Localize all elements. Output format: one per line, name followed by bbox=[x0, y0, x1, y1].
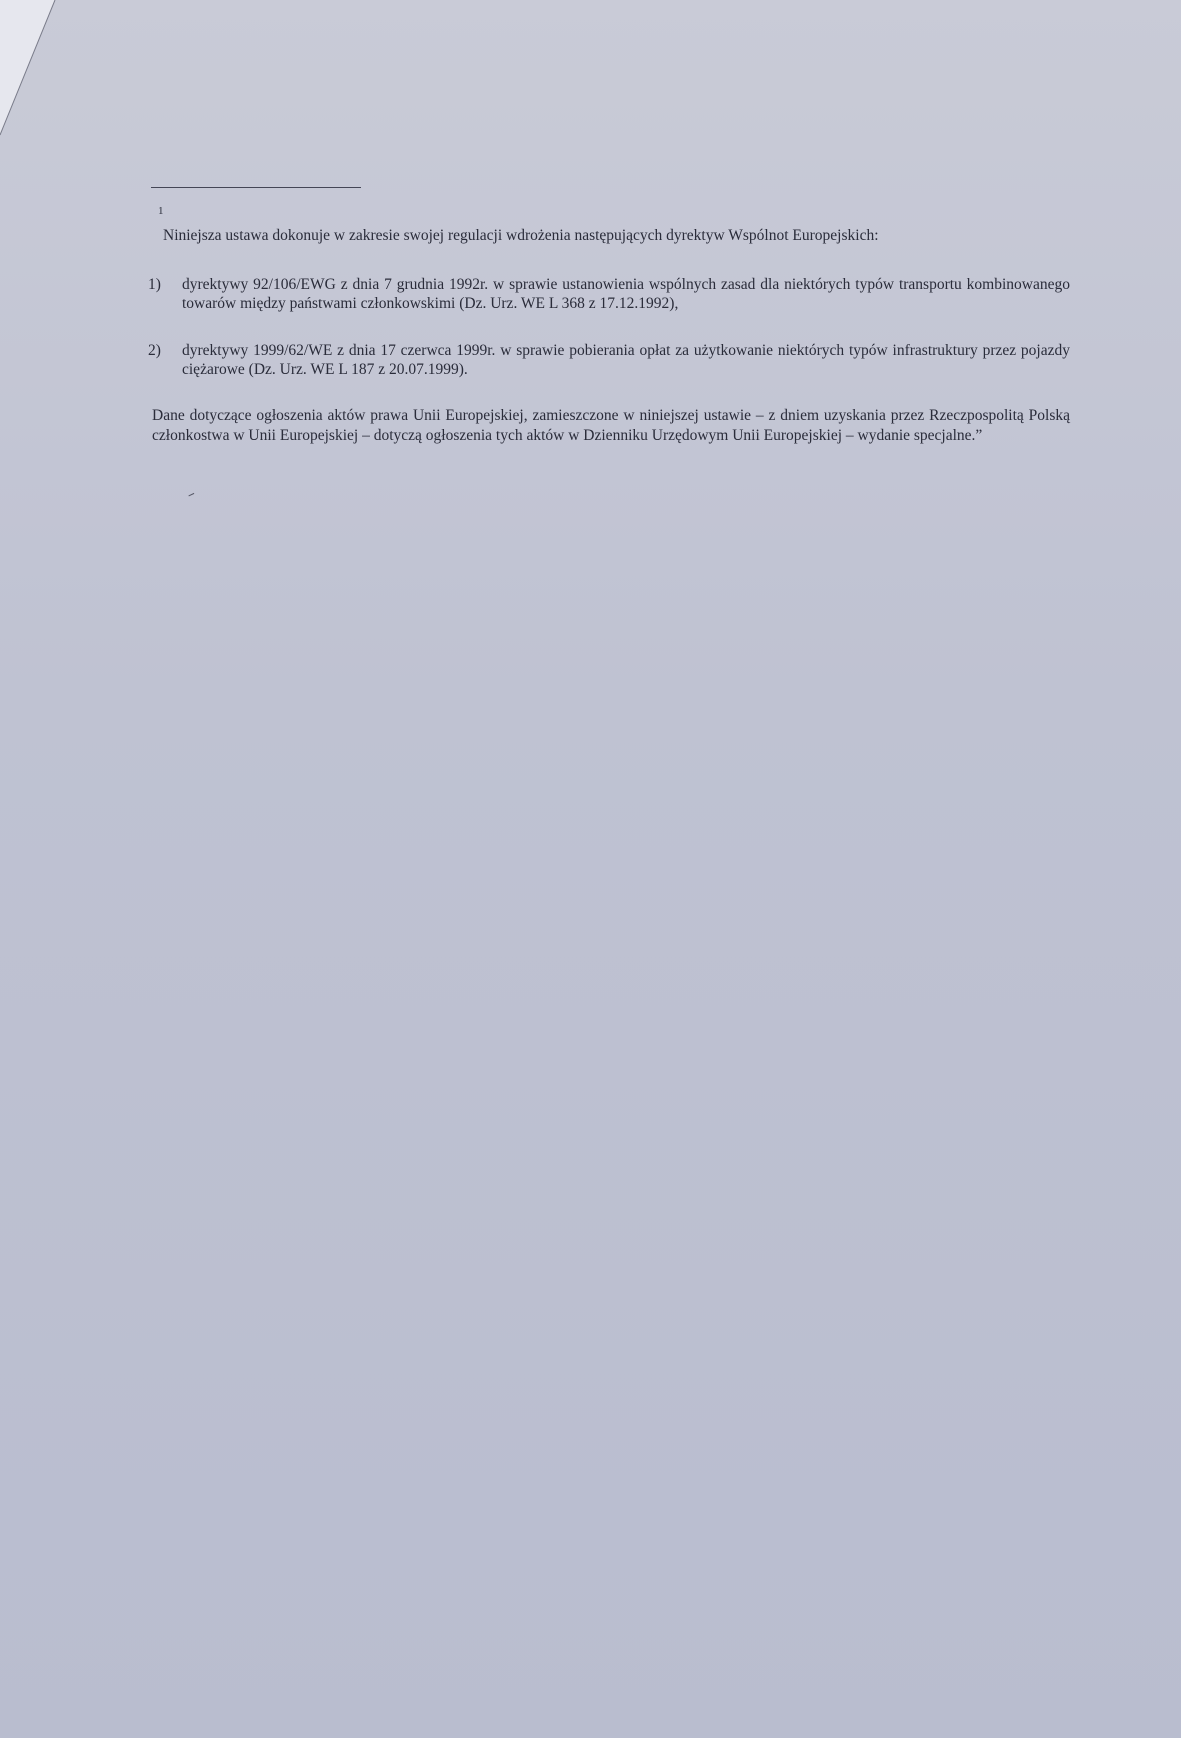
page-fold-corner bbox=[0, 0, 70, 140]
directive-item-text: dyrektywy 1999/62/WE z dnia 17 czerwca 1999r. w sprawie pobierania opłat za użytkowanie niektórych typów infrastruktury przez pojazdy ciężarowe (Dz. Urz. WE L 187 z 20.07.1999). bbox=[182, 342, 1070, 378]
footnote-number: 1 bbox=[158, 205, 164, 217]
footnote-intro: Niniejsza ustawa dokonuje w zakresie swojej regulacji wdrożenia następujących dyrektyw Wspólnot Europejskich: bbox=[163, 227, 879, 244]
scan-speck bbox=[188, 493, 195, 499]
directive-item-text: dyrektywy 92/106/EWG z dnia 7 grudnia 1992r. w sprawie ustanowienia wspólnych zasad dla niektórych typów transportu kombinowanego towarów między państwami członkowskimi (Dz. Urz. WE L 368 z 17.12.1992), bbox=[182, 276, 1070, 312]
footnote-separator-line bbox=[151, 187, 361, 188]
directive-item-number: 2) bbox=[148, 342, 161, 359]
directive-item-1 bbox=[148, 275, 1070, 313]
directive-item-number: 1) bbox=[148, 276, 161, 293]
footnote-closing-paragraph: Dane dotyczące ogłoszenia aktów prawa Unii Europejskiej, zamieszczone w niniejszej ustawie – z dniem uzyskania przez Rzeczpospolitą Polską członkostwa w Unii Europejskiej – dotyczą ogłoszenia tych aktów w Dzienniku Urzędowym Unii Europejskiej – wydanie specjalne.” bbox=[152, 407, 1070, 444]
directive-item-2 bbox=[148, 341, 1070, 379]
